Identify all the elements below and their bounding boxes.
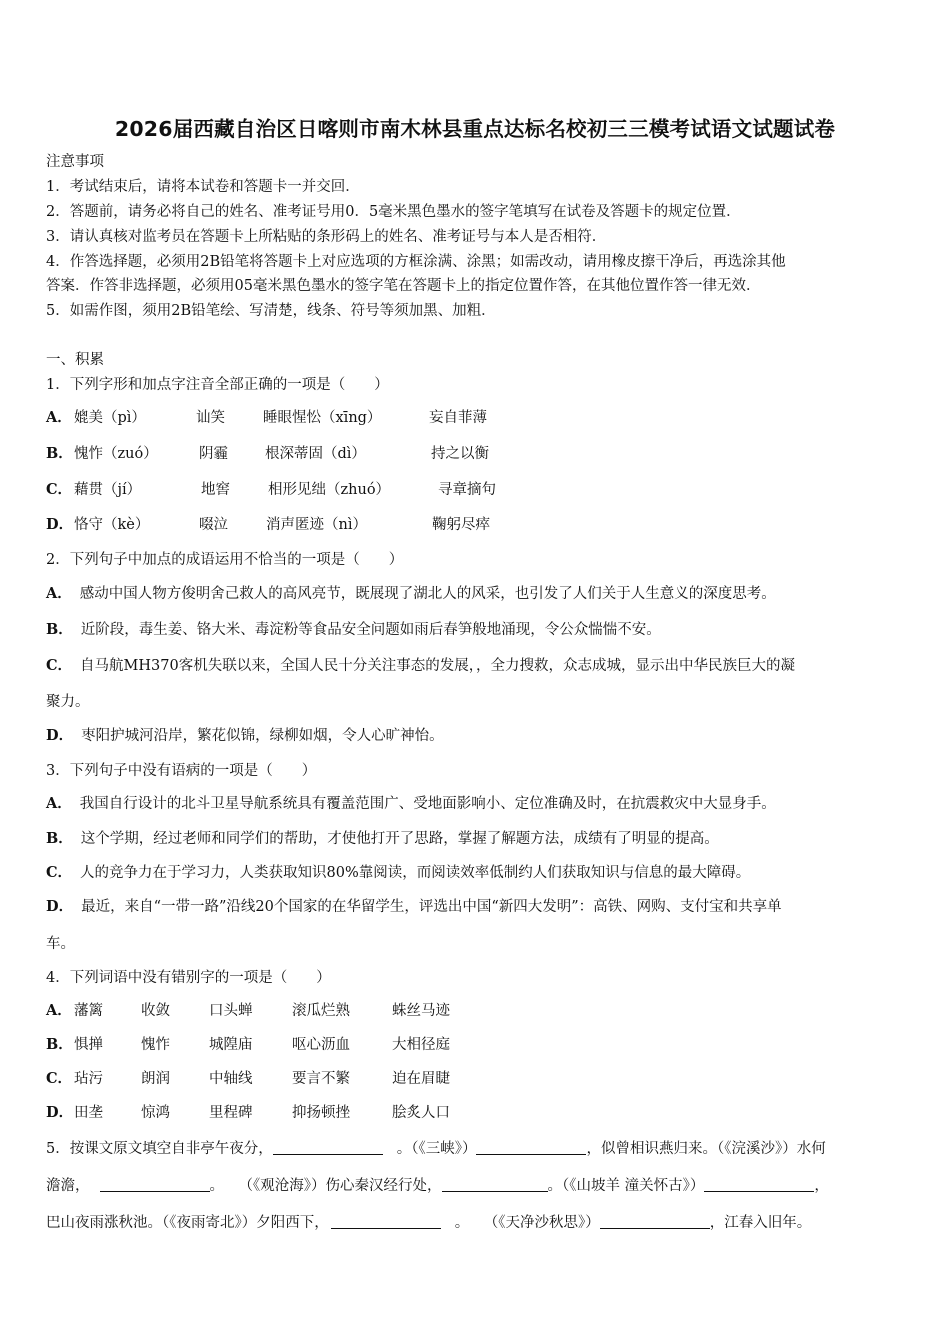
q3-option-b: B． 这个学期，经过老师和同学们的帮助，才使他打开了思路，掌握了解题方法，成绩有了明显的提高。 [46,830,719,847]
answer-blank[interactable] [442,1177,548,1192]
q4-option-b-word: 惧掸 [74,1037,103,1053]
q1-option-c-word: 藉贯（jí） [74,482,142,498]
q1-option-d-word: 鞠躬尽瘁 [432,517,490,533]
q1-option-a-word: 媲美（pì） [74,410,146,426]
q4-option-a-word: 藩篱 [74,1003,103,1019]
q5-line-3: 巴山夜雨涨秋池。（《夜雨寄北》）夕阳西下， 。 （《天净沙秋思》） ，江春入旧年。 [46,1215,812,1231]
notice-heading: 注意事项 [46,154,104,170]
notice-item: 答案．作答非选择题，必须用05毫米黑色墨水的签字笔在答题卡上的指定位置作答，在其他位置作答一律无效． [46,278,761,294]
q4-option-c-word: 朗润 [141,1071,170,1087]
q1-option-d-word: 消声匿迹（nì） [266,517,367,533]
q4-option-c-label: C． [46,1070,73,1087]
q4-option-b-word: 大相径庭 [392,1037,450,1053]
q4-option-c-word: 要言不繁 [292,1071,350,1087]
q1-option-c-label: C． [46,481,73,498]
q2-option-d: D． 枣阳护城河沿岸，繁花似锦，绿柳如烟，令人心旷神怡。 [46,727,444,744]
q4-option-a-word: 蛛丝马迹 [392,1003,450,1019]
q1-option-c-word: 寻章摘句 [438,482,496,498]
q1-option-b-label: B． [46,445,73,462]
answer-blank[interactable] [704,1177,814,1192]
q4-option-d-word: 惊鸿 [141,1105,170,1121]
q1-option-b-word: 根深蒂固（dì） [265,446,366,462]
q2-stem: 2．下列句子中加点的成语运用不恰当的一项是（ ） [46,552,404,568]
q3-option-a: A． 我国自行设计的北斗卫星导航系统具有覆盖范围广、受地面影响小、定位准确及时，在抗震救灾中大显身手。 [46,795,776,812]
answer-blank[interactable] [476,1140,586,1155]
q1-option-a-word: 妄自菲薄 [429,410,487,426]
q1-option-a-label: A． [46,409,72,426]
q4-option-b-word: 愧怍 [141,1037,170,1053]
notice-item: 2．答题前，请务必将自己的姓名、准考证号用0．5毫米黑色墨水的签字笔填写在试卷及答题卡的规定位置． [46,204,741,220]
q1-stem: 1．下列字形和加点字注音全部正确的一项是（ ） [46,377,389,393]
page-title: 2026届西藏自治区日喀则市南木林县重点达标名校初三三模考试语文试题试卷 [114,117,836,141]
q3-option-c: C． 人的竞争力在于学习力，人类获取知识80%靠阅读，而阅读效率低制约人们获取知识与信息的最大障碍。 [46,864,751,881]
q1-option-d-word: 啜泣 [199,517,228,533]
q4-option-c-word: 玷污 [74,1071,103,1087]
notice-item: 4．作答选择题，必须用2B铅笔将答题卡上对应选项的方框涂满、涂黑；如需改动，请用橡皮擦干净后，再选涂其他 [46,254,786,270]
q5-line-1: 5．按课文原文填空自非亭午夜分， 。（《三峡》） ，似曾相识燕归来。（《浣溪沙》）水何 [46,1141,826,1157]
q4-option-a-label: A． [46,1002,72,1019]
q1-option-b-word: 愧怍（zuó） [74,446,158,462]
q1-option-a-word: 睡眼惺忪（xīng） [263,410,382,426]
q2-option-a: A． 感动中国人物方俊明舍己救人的高风亮节，既展现了湖北人的风采，也引发了人们关于人生意义的深度思考。 [46,585,776,602]
q4-option-a-word: 滚瓜烂熟 [292,1003,350,1019]
q3-stem: 3．下列句子中没有语病的一项是（ ） [46,763,317,779]
q4-option-b-label: B． [46,1036,73,1053]
notice-item: 3．请认真核对监考员在答题卡上所粘贴的条形码上的姓名、准考证号与本人是否相符． [46,229,607,245]
q4-option-d-word: 抑扬顿挫 [292,1105,350,1121]
q1-option-d-word: 恪守（kè） [74,517,150,533]
notice-item: 1．考试结束后，请将本试卷和答题卡一并交回． [46,179,360,195]
notice-item: 5．如需作图，须用2B铅笔绘、写清楚，线条、符号等须加黑、加粗． [46,303,496,319]
q4-option-a-word: 口头蝉 [209,1003,253,1019]
q3-option-d-cont: 车。 [46,936,75,952]
q4-option-d-word: 里程碑 [209,1105,253,1121]
answer-blank[interactable] [600,1214,710,1229]
q4-option-d-label: D． [46,1104,74,1121]
q2-option-c-cont: 聚力。 [46,694,90,710]
q4-stem: 4．下列词语中没有错别字的一项是（ ） [46,970,331,986]
q2-option-c: C． 自马航MH370客机失联以来，全国人民十分关注事态的发展，，全力搜救，众志成城，显示出中华民族巨大的凝 [46,657,795,674]
q4-option-a-word: 收敛 [141,1003,170,1019]
section-heading: 一、积累 [46,352,104,368]
q3-option-d: D． 最近，来自“一带一路”沿线20个国家的在华留学生，评选出中国“新四大发明”：高铁、网购、支付宝和共享单 [46,898,782,915]
q1-option-b-word: 阴霾 [199,446,228,462]
q4-option-c-word: 迫在眉睫 [392,1071,450,1087]
answer-blank[interactable] [331,1214,441,1229]
q1-option-c-word: 相形见绌（zhuó） [268,482,391,498]
q1-option-d-label: D． [46,516,74,533]
answer-blank[interactable] [273,1140,383,1155]
q4-option-b-word: 呕心沥血 [292,1037,350,1053]
q1-option-c-word: 地窖 [201,482,230,498]
answer-blank[interactable] [100,1177,210,1192]
q1-option-b-word: 持之以衡 [431,446,489,462]
q4-option-d-word: 脍炙人口 [392,1105,450,1121]
q5-line-2: 澹澹， 。 （《观沧海》）伤心秦汉经行处， 。（《山坡羊 潼关怀古》） ， [46,1178,829,1194]
q1-option-a-word: 讪笑 [196,410,225,426]
q2-option-b: B． 近阶段，毒生姜、铬大米、毒淀粉等食品安全问题如雨后春笋般地涌现，令公众惴惴不安。 [46,621,661,638]
q4-option-b-word: 城隍庙 [209,1037,253,1053]
q4-option-d-word: 田垄 [74,1105,103,1121]
q4-option-c-word: 中轴线 [209,1071,253,1087]
